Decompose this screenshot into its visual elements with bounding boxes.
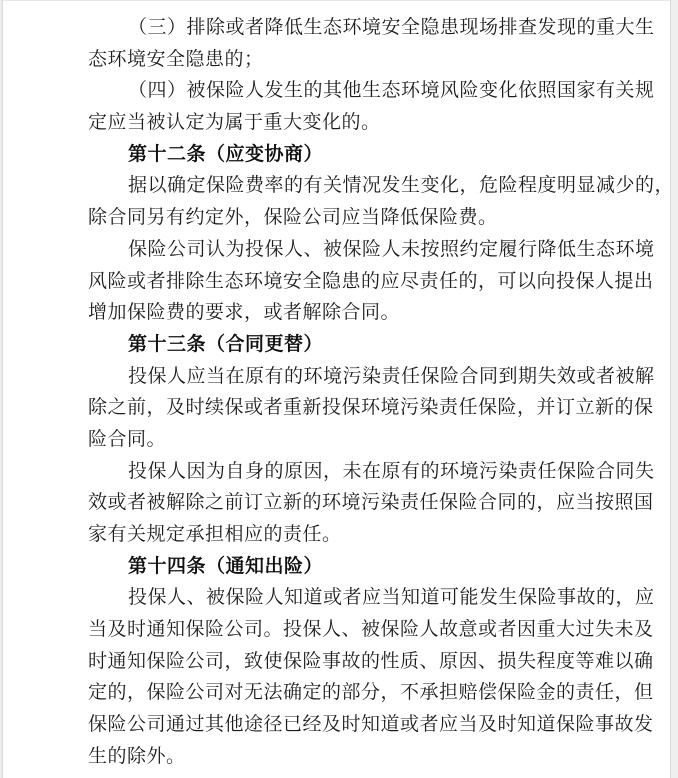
paragraph-line: 保险公司认为投保人、被保险人未按照约定履行降低生态环境 (128, 238, 655, 260)
paragraph-line: 风险或者排除生态环境安全隐患的应尽责任的，可以向投保人提出 (88, 270, 654, 292)
paragraph-line: 保险公司通过其他途径已经及时知道或者应当及时知道保险事故发 (88, 714, 654, 736)
paragraph-line: 投保人、被保险人知道或者应当知道可能发生保险事故的，应 (128, 587, 655, 609)
paragraph-line: 效或者被解除之前订立新的环境污染责任保险合同的，应当按照国 (88, 492, 654, 514)
page-right-edge (670, 0, 678, 778)
paragraph-line: 态环境安全隐患的； (88, 48, 264, 70)
document-page (88, 12, 675, 773)
article-heading: 第十四条（通知出险） (128, 555, 324, 577)
paragraph-line: 当及时通知保险公司。投保人、被保险人故意或者因重大过失未及 (88, 619, 654, 641)
paragraph-line: 定的，保险公司对无法确定的部分，不承担赔偿保险金的责任，但 (88, 682, 654, 704)
paragraph-line: 险合同。 (88, 428, 167, 450)
paragraph-line: 除合同另有约定外，保险公司应当降低保险费。 (88, 207, 498, 229)
page-top-edge (0, 0, 678, 1)
article-heading: 第十二条（应变协商） (128, 143, 324, 165)
paragraph-line: 增加保险费的要求，或者解除合同。 (88, 302, 401, 324)
page-left-edge (0, 0, 3, 778)
paragraph-line: 时通知保险公司，致使保险事故的性质、原因、损失程度等难以确 (88, 650, 654, 672)
paragraph-line: 投保人应当在原有的环境污染责任保险合同到期失效或者被解 (128, 365, 655, 387)
article-heading: 第十三条（合同更替） (128, 333, 324, 355)
paragraph-line: 生的除外。 (88, 745, 186, 767)
paragraph-line: 除之前，及时续保或者重新投保环境污染责任保险，并订立新的保 (88, 397, 654, 419)
paragraph-line: 定应当被认定为属于重大变化的。 (88, 112, 381, 134)
paragraph-line: （四）被保险人发生的其他生态环境风险变化依照国家有关规 (128, 80, 655, 102)
paragraph-line: 投保人因为自身的原因，未在原有的环境污染责任保险合同失 (128, 460, 655, 482)
paragraph-line: 据以确定保险费率的有关情况发生变化，危险程度明显减少的， (128, 175, 675, 197)
paragraph-line: （三）排除或者降低生态环境安全隐患现场排查发现的重大生 (128, 17, 655, 38)
paragraph-line: 家有关规定承担相应的责任。 (88, 524, 342, 545)
